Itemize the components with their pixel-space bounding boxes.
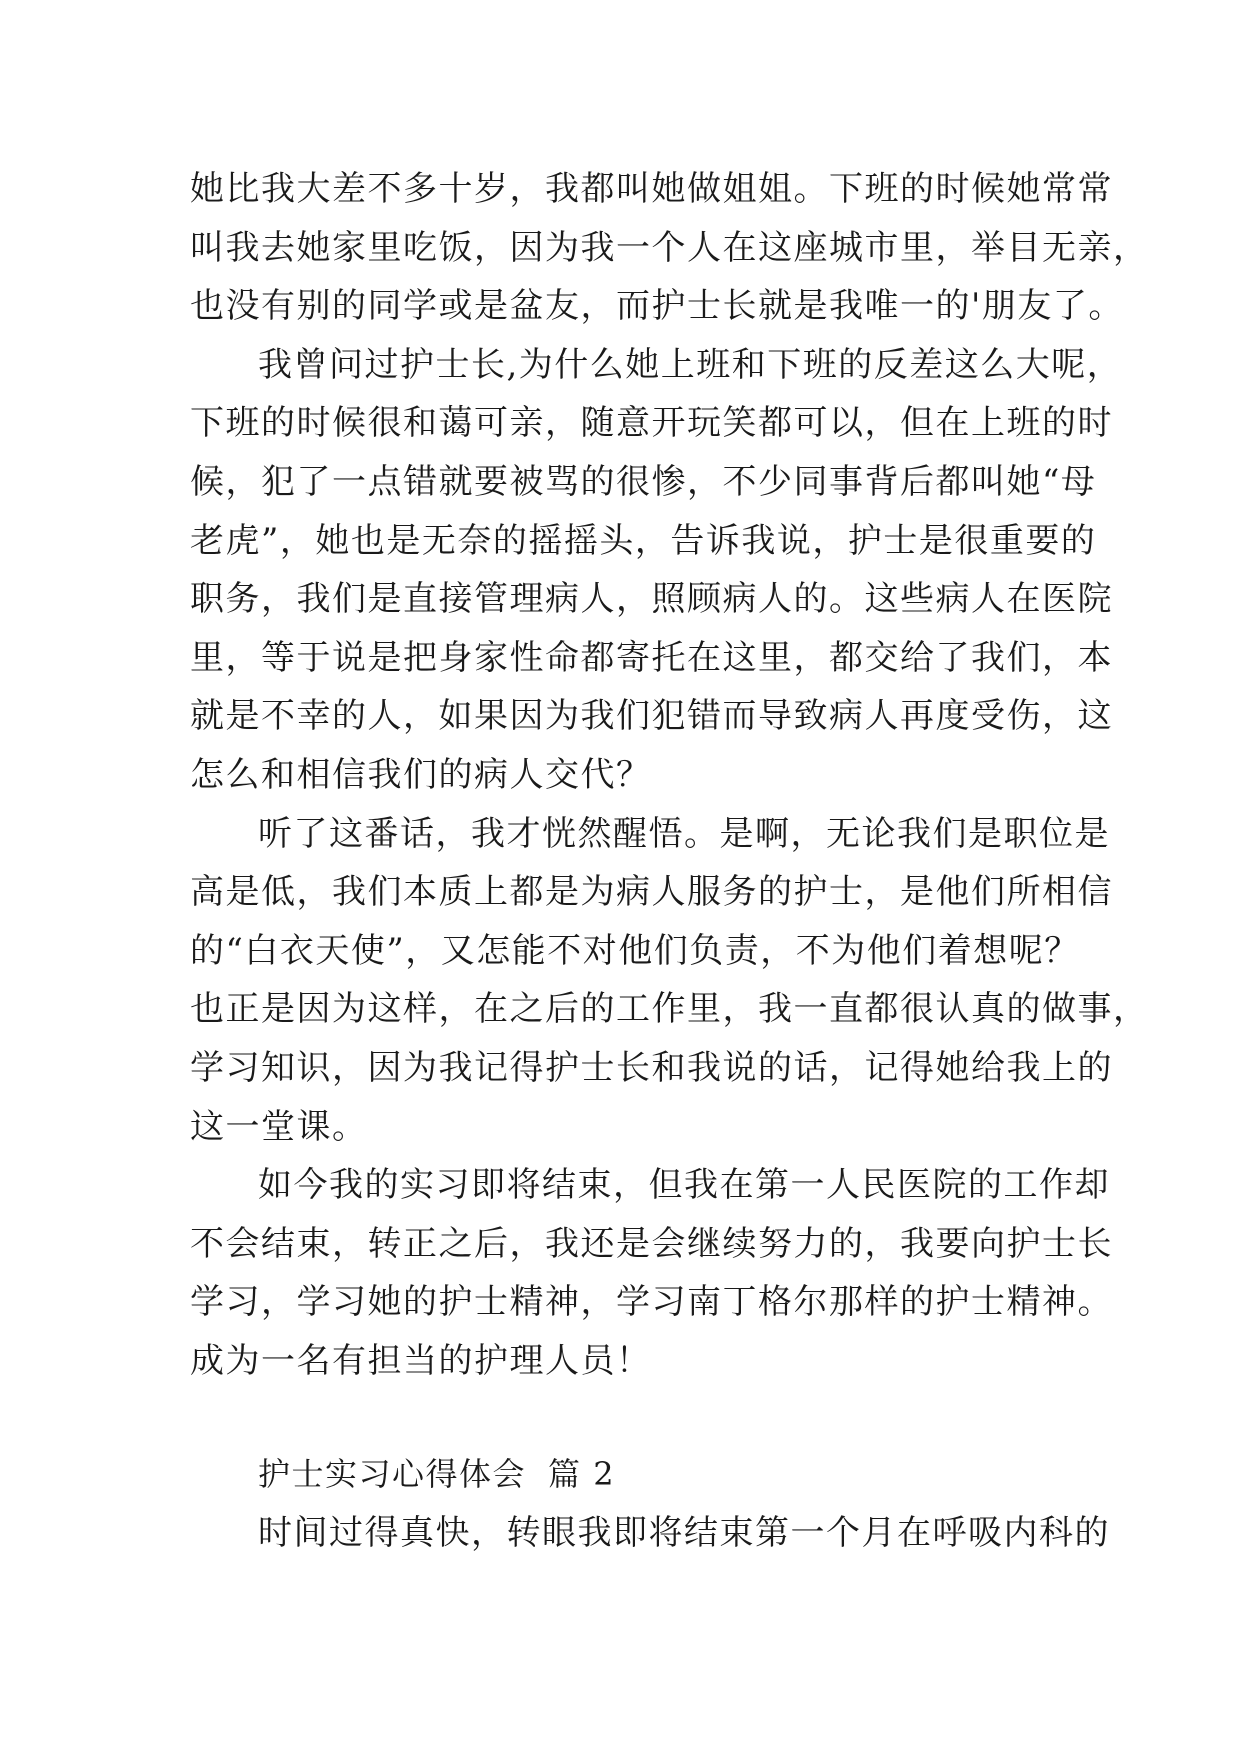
- text-line: 也正是因为这样，在之后的工作里，我一直都很认真的做事，: [190, 989, 1149, 1030]
- text-line: 不会结束，转正之后，我还是会继续努力的，我要向护士长: [190, 1223, 1113, 1264]
- paragraph-start-line: 听了这番话，我才恍然醒悟。是啊，无论我们是职位是: [258, 813, 1110, 854]
- section-heading: [258, 1449, 615, 1499]
- text-line: 也没有别的同学或是盆友，而护士长就是我唯一的'朋友了。: [190, 286, 1124, 327]
- text-line: 候，犯了一点错就要被骂的很惨，不少同事背后都叫她“母: [190, 461, 1097, 502]
- text-line: 怎么和相信我们的病人交代？: [190, 754, 652, 795]
- text-line: 学习知识，因为我记得护士长和我说的话，记得她给我上的: [190, 1047, 1113, 1088]
- paragraph-start-line: 我曾问过护士长,为什么她上班和下班的反差这么大呢，: [258, 344, 1123, 385]
- text-line: 的“白衣天使”，又怎能不对他们负责，不为他们着想呢？: [190, 930, 1080, 971]
- section-heading-number: 篇 2: [548, 1455, 616, 1493]
- body-text: [190, 160, 1149, 1390]
- section-heading-text: 护士实习心得体会: [258, 1455, 527, 1493]
- text-line: 就是不幸的人，如果因为我们犯错而导致病人再度受伤，这: [190, 696, 1113, 737]
- section-body: [190, 1504, 1110, 1563]
- text-line: 老虎”，她也是无奈的摇摇头，告诉我说，护士是很重要的: [190, 520, 1097, 561]
- text-line: 成为一名有担当的护理人员！: [190, 1340, 652, 1381]
- paragraph-start-line: 时间过得真快，转眼我即将结束第一个月在呼吸内科的: [258, 1513, 1110, 1553]
- paragraph-start-line: 如今我的实习即将结束，但我在第一人民医院的工作却: [258, 1165, 1110, 1206]
- text-line: 下班的时候很和蔼可亲，随意开玩笑都可以，但在上班的时: [190, 403, 1113, 444]
- text-line: 高是低，我们本质上都是为病人服务的护士，是他们所相信: [190, 872, 1113, 913]
- text-line: 她比我大差不多十岁，我都叫她做姐姐。下班的时候她常常: [190, 169, 1113, 209]
- text-line: 学习，学习她的护士精神，学习南丁格尔那样的护士精神。: [190, 1282, 1113, 1323]
- text-line: 职务，我们是直接管理病人，照顾病人的。这些病人在医院: [190, 579, 1113, 620]
- text-line: 里，等于说是把身家性命都寄托在这里，都交给了我们，本: [190, 637, 1113, 678]
- text-line: 这一堂课。: [190, 1106, 368, 1147]
- text-line: 叫我去她家里吃饭，因为我一个人在这座城市里，举目无亲，: [190, 227, 1149, 268]
